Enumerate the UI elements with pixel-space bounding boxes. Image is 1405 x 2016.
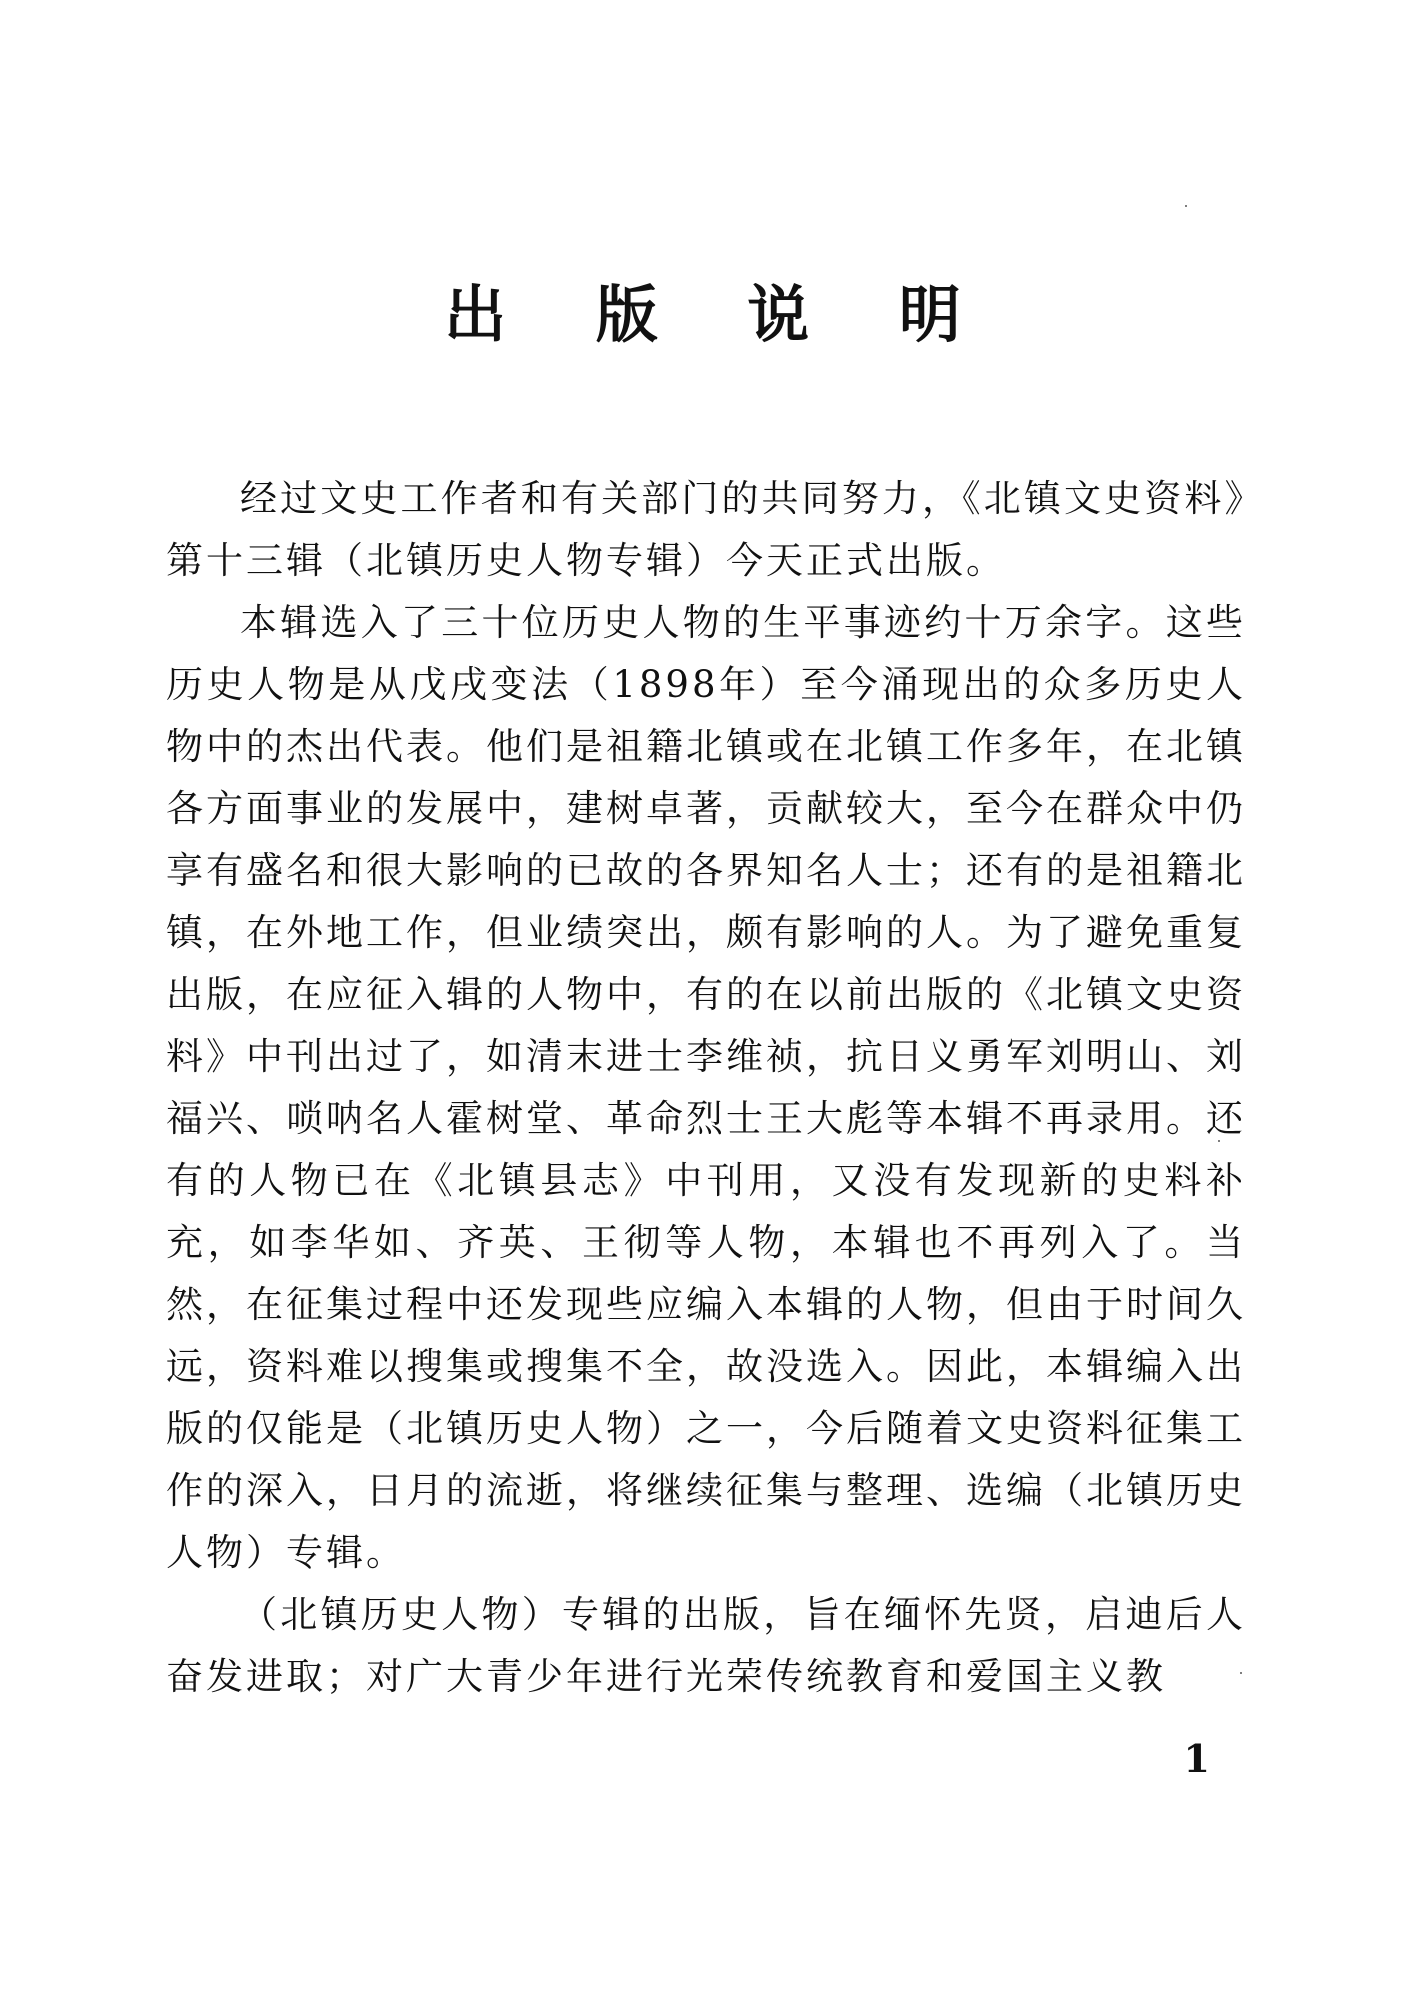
paragraph-1: 经过文史工作者和有关部门的共同努力，《北镇文史资料》第十三辑（北镇历史人物专辑）今天正式出版。 (166, 477, 1246, 582)
paragraph-2: 本辑选入了三十位历史人物的生平事迹约十万余字。这些历史人物是从戊戌变法（1898年）至今涌现出的众多历史人物中的杰出代表。他们是祖籍北镇或在北镇工作多年，在北镇各方面事业的发展中，建树卓著，贡献较大，至今在群众中仍享有盛名和很大影响的已故的各界知名人士；还有的是祖籍北镇，在外地工作，但业绩突出，颇有影响的人。为了避免重复出版，在应征入辑的人物中，有的在以前出版的《北镇文史资料》中刊出过了，如清末进士李维祯，抗日义勇军刘明山、刘福兴、唢呐名人霍树堂、革命烈士王大彪等本辑不再录用。还有的人物已在《北镇县志》中刊用，又没有发现新的史料补充，如李华如、齐英、王彻等人物，本辑也不再列入了。当然，在征集过程中还发现些应编入本辑的人物，但由于时间久远，资料难以搜集或搜集不全，故没选入。因此，本辑编入出版的仅能是（北镇历史人物）之一，今后随着文史资料征集工作的深入，日月的流逝，将继续征集与整理、选编（北镇历史人物）专辑。 (166, 601, 1246, 1574)
scan-speck (1240, 1672, 1242, 1674)
paragraph-3: （北镇历史人物）专辑的出版，旨在缅怀先贤，启迪后人奋发进取；对广大青少年进行光荣传统教育和爱国主义教 (166, 1593, 1246, 1698)
page-number: 1 (1183, 1736, 1210, 1781)
scan-speck (1185, 205, 1187, 207)
page-title: 出 版 说 明 (444, 278, 995, 351)
scan-speck (1218, 1140, 1220, 1142)
body-text (166, 468, 1246, 1708)
